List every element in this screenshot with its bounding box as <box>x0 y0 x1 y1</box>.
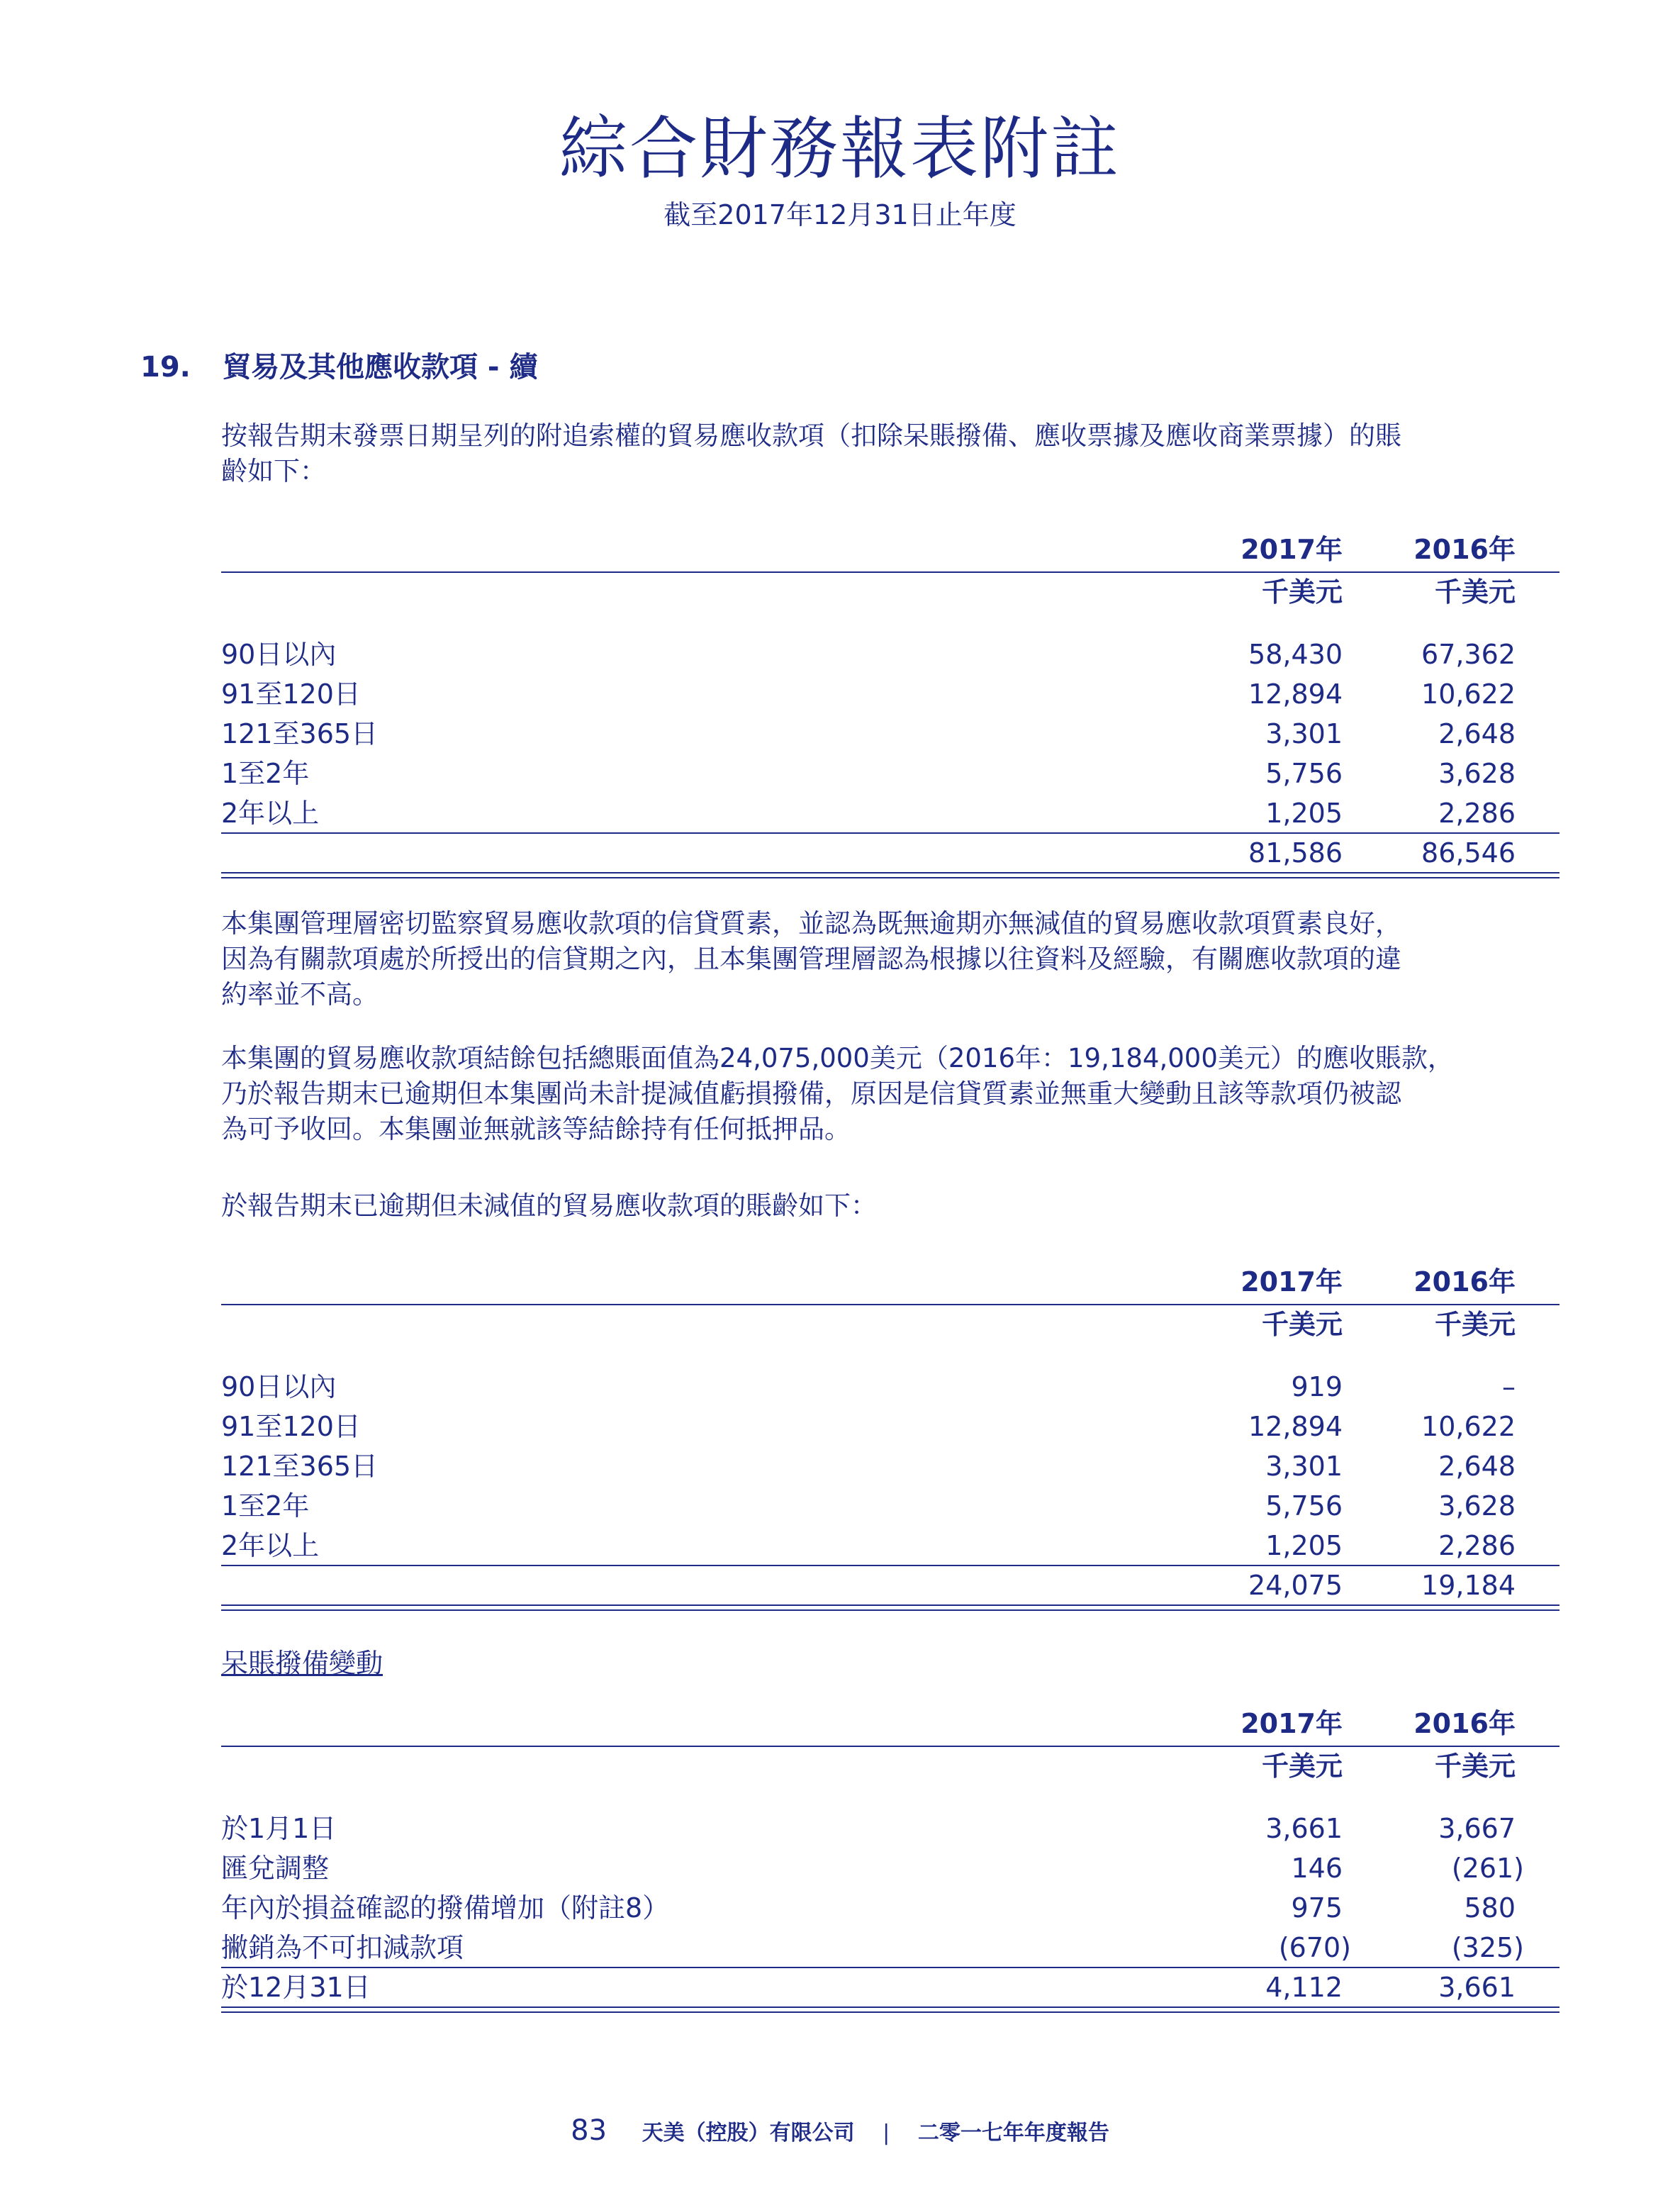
value-2016: – <box>1502 1371 1516 1402</box>
value-2016: (325) <box>1451 1932 1524 1963</box>
value-2017: (670) <box>1278 1932 1351 1963</box>
intro-line: 齡如下： <box>221 456 326 486</box>
value-2016: 2,648 <box>1438 718 1516 749</box>
page-number: 83 <box>571 2114 607 2147</box>
row-label: 1至2年 <box>221 758 310 789</box>
section-number: 19. <box>140 351 191 384</box>
table-row <box>221 1486 1559 1526</box>
past-due-paragraph <box>221 1041 1561 1147</box>
table-row <box>221 635 1559 674</box>
double-rule <box>221 1604 1559 1611</box>
row-label: 121至365日 <box>221 718 379 749</box>
header-rule <box>221 571 1559 573</box>
row-label: 2年以上 <box>221 798 320 829</box>
past-due-ageing-table <box>221 1264 1559 1612</box>
movement-table <box>221 1706 1559 2004</box>
row-label: 年內於損益確認的撥備增加（附註8） <box>221 1892 670 1924</box>
page-title: 綜合財務報表附註 <box>559 109 1121 189</box>
paragraph-line: 為可予收回。本集團並無就該等結餘持有任何抵押品。 <box>221 1114 851 1144</box>
row-label: 撇銷為不可扣減款項 <box>221 1932 464 1963</box>
paragraph-line: 本集團的貿易應收款項結餘包括總賬面值為24,075,000美元（2016年：19,184,000美元）的應收賬款， <box>221 1043 1454 1073</box>
past-due-ageing-intro <box>221 1188 1561 1224</box>
value-2016: 3,667 <box>1438 1813 1516 1844</box>
table-row <box>221 754 1559 793</box>
unit-header-2016: 千美元 <box>1434 1751 1516 1782</box>
intro-line: 按報告期末發票日期呈列的附追索權的貿易應收款項（扣除呆賬撥備、應收票據及應收商業票據）的賬 <box>221 420 1401 451</box>
value-2016: 580 <box>1464 1892 1516 1924</box>
table-row <box>221 1526 1559 1565</box>
value-2016: 2,286 <box>1438 1530 1516 1561</box>
value-2016: 3,628 <box>1438 1490 1516 1522</box>
table-row <box>221 1928 1559 1967</box>
column-header-2016: 2016年 <box>1413 1708 1516 1739</box>
total-2016: 19,184 <box>1421 1570 1516 1601</box>
value-2017: 1,205 <box>1265 798 1343 829</box>
footer-separator: | <box>883 2121 890 2145</box>
row-label: 90日以內 <box>221 1371 337 1402</box>
column-header-2016: 2016年 <box>1413 534 1516 565</box>
page-footer <box>0 2113 1680 2151</box>
page-subtitle: 截至2017年12月31日止年度 <box>663 199 1017 230</box>
unit-header-2016: 千美元 <box>1434 1309 1516 1340</box>
double-rule <box>221 2006 1559 2013</box>
table-row <box>221 1407 1559 1446</box>
header-rule <box>221 1304 1559 1305</box>
column-header-2016: 2016年 <box>1413 1266 1516 1297</box>
row-label: 91至120日 <box>221 1411 361 1442</box>
value-2016: 3,628 <box>1438 758 1516 789</box>
unit-header-2016: 千美元 <box>1434 576 1516 608</box>
table-row <box>221 674 1559 714</box>
total-row <box>221 1565 1559 1605</box>
credit-quality-paragraph <box>221 906 1561 1012</box>
company-name: 天美（控股）有限公司 <box>642 2121 855 2145</box>
table-row <box>221 1446 1559 1486</box>
value-2016: 10,622 <box>1421 1411 1516 1442</box>
intro-paragraph <box>221 418 1561 489</box>
total-2017: 24,075 <box>1248 1570 1343 1601</box>
column-header-2017: 2017年 <box>1241 534 1343 565</box>
row-label: 匯兌調整 <box>221 1853 330 1884</box>
value-2017: 3,301 <box>1265 1451 1343 1482</box>
value-2017: 3,661 <box>1265 1813 1343 1844</box>
value-2017: 5,756 <box>1265 1490 1343 1522</box>
header-rule <box>221 1746 1559 1747</box>
value-2017: 3,301 <box>1265 718 1343 749</box>
column-header-2017: 2017年 <box>1241 1266 1343 1297</box>
value-2016: 2,648 <box>1438 1451 1516 1482</box>
total-row <box>221 833 1559 873</box>
table-row <box>221 1848 1559 1888</box>
closing-row <box>221 1967 1559 2007</box>
paragraph-line: 本集團管理層密切監察貿易應收款項的信貸質素，並認為既無逾期亦無減值的貿易應收款項質素良好， <box>221 908 1401 939</box>
table-row <box>221 793 1559 833</box>
value-2017: 975 <box>1291 1892 1343 1924</box>
closing-2017: 4,112 <box>1265 1972 1343 2003</box>
ageing-table <box>221 532 1559 879</box>
table-row <box>221 1809 1559 1848</box>
row-label: 2年以上 <box>221 1530 320 1561</box>
value-2017: 146 <box>1291 1853 1343 1884</box>
paragraph-line: 乃於報告期末已逾期但本集團尚未計提減值虧損撥備，原因是信貸質素並無重大變動且該等款項仍被認 <box>221 1078 1401 1109</box>
closing-2016: 3,661 <box>1438 1972 1516 2003</box>
row-label: 90日以內 <box>221 639 337 670</box>
unit-header-2017: 千美元 <box>1261 1309 1343 1340</box>
value-2016: 2,286 <box>1438 798 1516 829</box>
movement-heading: 呆賬撥備變動 <box>221 1648 383 1679</box>
paragraph-line: 因為有關款項處於所授出的信貸期之內，且本集團管理層認為根據以往資料及經驗，有關應收款項的違 <box>221 944 1401 974</box>
total-2017: 81,586 <box>1248 837 1343 869</box>
table-row <box>221 1367 1559 1407</box>
paragraph-line: 約率並不高。 <box>221 979 379 1010</box>
table-row <box>221 1888 1559 1928</box>
column-header-2017: 2017年 <box>1241 1708 1343 1739</box>
value-2017: 12,894 <box>1248 1411 1343 1442</box>
value-2016: (261) <box>1451 1853 1524 1884</box>
value-2017: 5,756 <box>1265 758 1343 789</box>
row-label: 91至120日 <box>221 679 361 710</box>
row-label: 於12月31日 <box>221 1972 371 2003</box>
value-2017: 1,205 <box>1265 1530 1343 1561</box>
row-label: 於1月1日 <box>221 1813 337 1844</box>
total-2016: 86,546 <box>1421 837 1516 869</box>
unit-header-2017: 千美元 <box>1261 1751 1343 1782</box>
row-label: 121至365日 <box>221 1451 379 1482</box>
value-2016: 67,362 <box>1421 639 1516 670</box>
paragraph-line: 於報告期末已逾期但未減值的貿易應收款項的賬齡如下： <box>221 1190 877 1221</box>
double-rule <box>221 872 1559 878</box>
value-2016: 10,622 <box>1421 679 1516 710</box>
value-2017: 12,894 <box>1248 679 1343 710</box>
value-2017: 58,430 <box>1248 639 1343 670</box>
report-name: 二零一七年年度報告 <box>917 2121 1109 2145</box>
value-2017: 919 <box>1291 1371 1343 1402</box>
section-title: 貿易及其他應收款項 - 續 <box>223 351 538 384</box>
row-label: 1至2年 <box>221 1490 310 1522</box>
table-row <box>221 714 1559 754</box>
unit-header-2017: 千美元 <box>1261 576 1343 608</box>
